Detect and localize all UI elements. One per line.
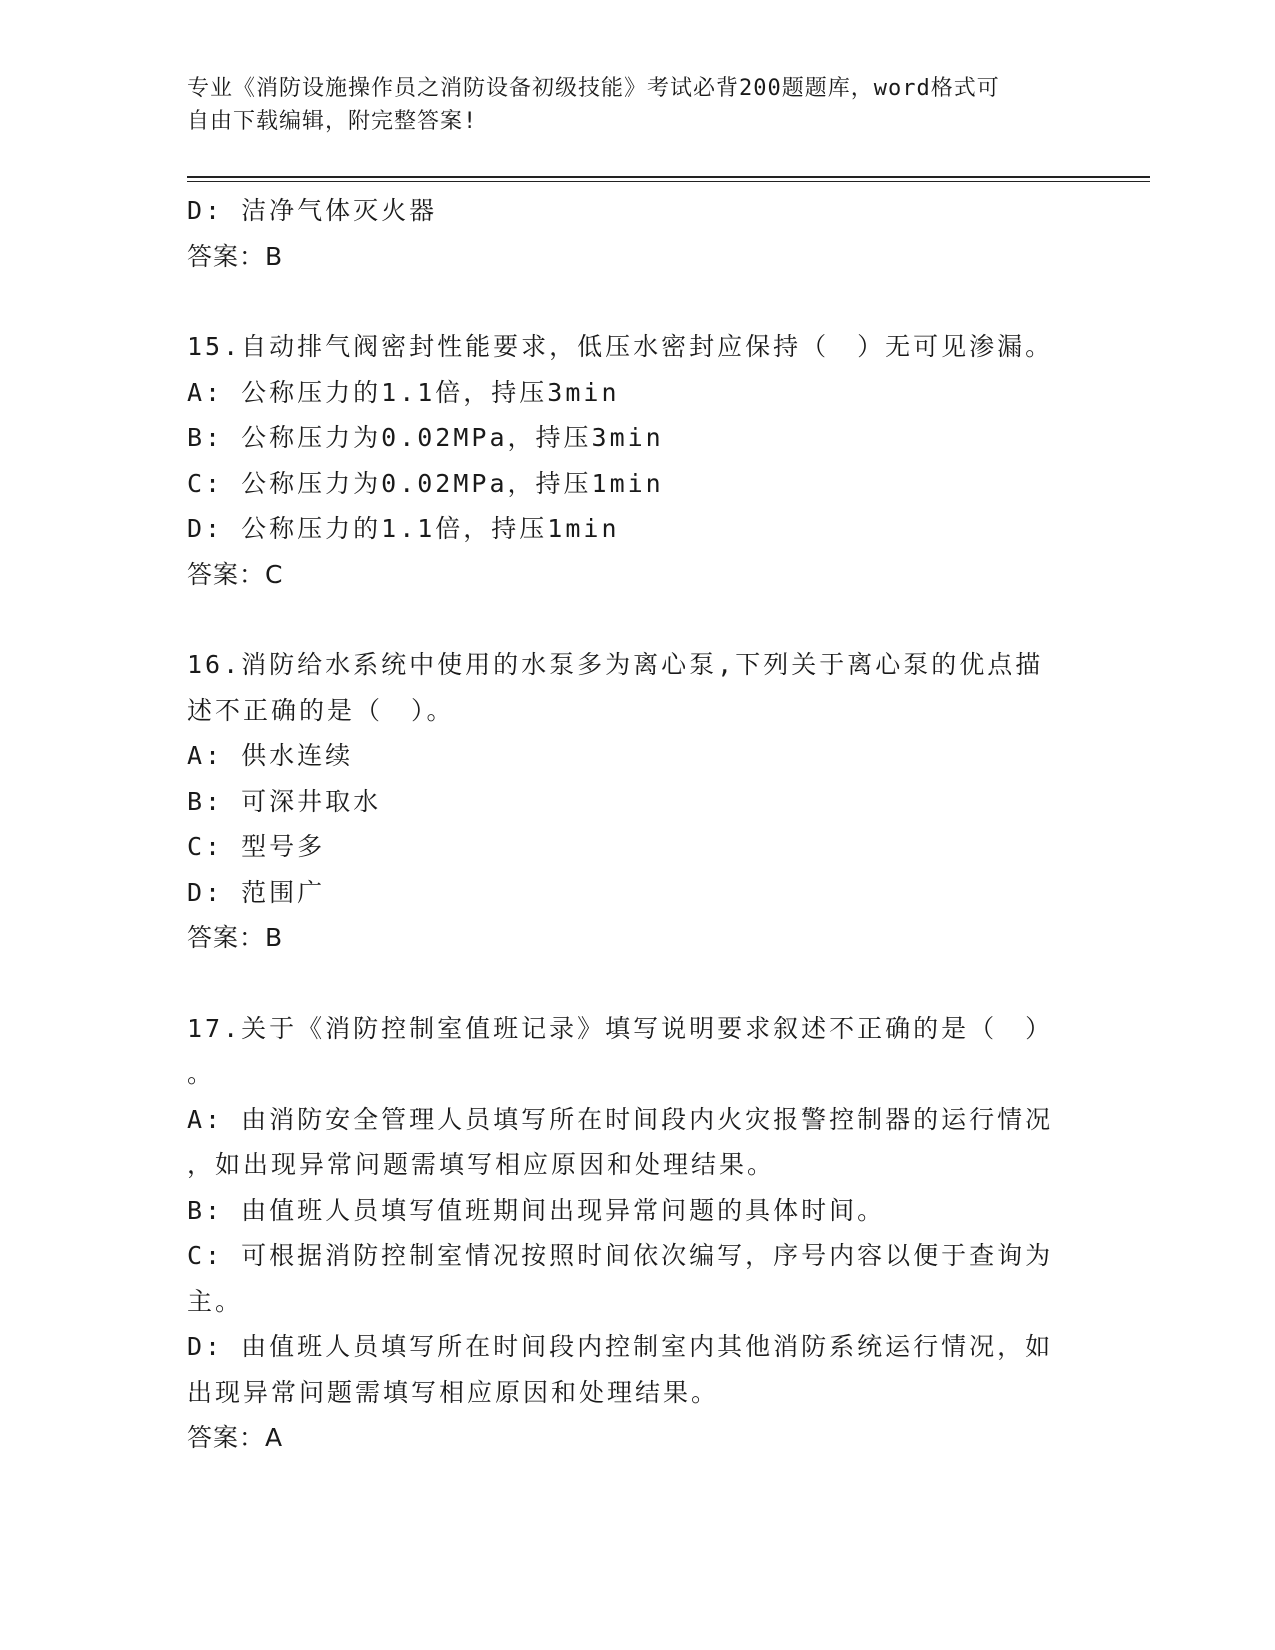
- option-a: A: 公称压力的1.1倍，持压3min: [187, 377, 620, 407]
- answer: 答案：A: [187, 1423, 284, 1452]
- option-d: D: 范围广: [187, 877, 326, 907]
- spacer: [187, 597, 1087, 642]
- option-d-line-1: D: 由值班人员填写所在时间段内控制室内其他消防系统运行情况，如: [187, 1332, 1054, 1361]
- option-b: B: 可深井取水: [187, 786, 382, 816]
- option-a-line-1: A: 由消防安全管理人员填写所在时间段内火灾报警控制器的运行情况: [187, 1104, 1054, 1134]
- answer: 答案：B: [187, 241, 284, 271]
- option-a: A: 供水连续: [187, 741, 354, 770]
- header-line-2: 自由下载编辑，附完整答案!: [187, 109, 478, 134]
- option-b: B: 公称压力为0.02MPa，持压3min: [187, 423, 664, 452]
- spacer: [187, 961, 1087, 1006]
- option-c: C: 公称压力为0.02MPa，持压1min: [187, 468, 664, 498]
- question-stem-line-1: 16.消防给水系统中使用的水泵多为离心泵,下列关于离心泵的优点描: [187, 650, 1044, 679]
- question-stem-line-2: 。: [187, 1059, 216, 1088]
- option-c: C: 型号多: [187, 832, 326, 861]
- question-16: [187, 642, 1087, 961]
- question-list: [187, 188, 1087, 1461]
- question-stem: 15.自动排气阀密封性能要求，低压水密封应保持（ ）无可见渗漏。: [187, 332, 1054, 361]
- answer: 答案：C: [187, 559, 284, 589]
- option-d-line-2: 出现异常问题需填写相应原因和处理结果。: [187, 1377, 720, 1407]
- header-line-1: 专业《消防设施操作员之消防设备初级技能》考试必背200题题库，word格式可: [187, 76, 1000, 101]
- answer: 答案：B: [187, 923, 284, 952]
- question-stem-line-2: 述不正确的是（ ）。: [187, 695, 455, 725]
- option-c-line-1: C: 可根据消防控制室情况按照时间依次编写，序号内容以便于查询为: [187, 1241, 1054, 1270]
- option-d: D: 公称压力的1.1倍，持压1min: [187, 514, 620, 543]
- option-d: D: 洁净气体灭火器: [187, 196, 438, 225]
- option-b: B: 由值班人员填写值班期间出现异常问题的具体时间。: [187, 1195, 886, 1225]
- option-c-line-2: 主。: [187, 1286, 244, 1316]
- question-17: [187, 1006, 1087, 1461]
- spacer: [187, 279, 1087, 324]
- question-14-tail: [187, 188, 1087, 279]
- option-a-line-2: ，如出现异常问题需填写相应原因和处理结果。: [187, 1150, 776, 1179]
- document-header: [187, 72, 1087, 138]
- question-15: [187, 324, 1087, 597]
- header-divider-thin: [187, 181, 1150, 182]
- question-stem-line-1: 17.关于《消防控制室值班记录》填写说明要求叙述不正确的是（ ）: [187, 1013, 1054, 1043]
- header-divider-thick: [187, 176, 1150, 178]
